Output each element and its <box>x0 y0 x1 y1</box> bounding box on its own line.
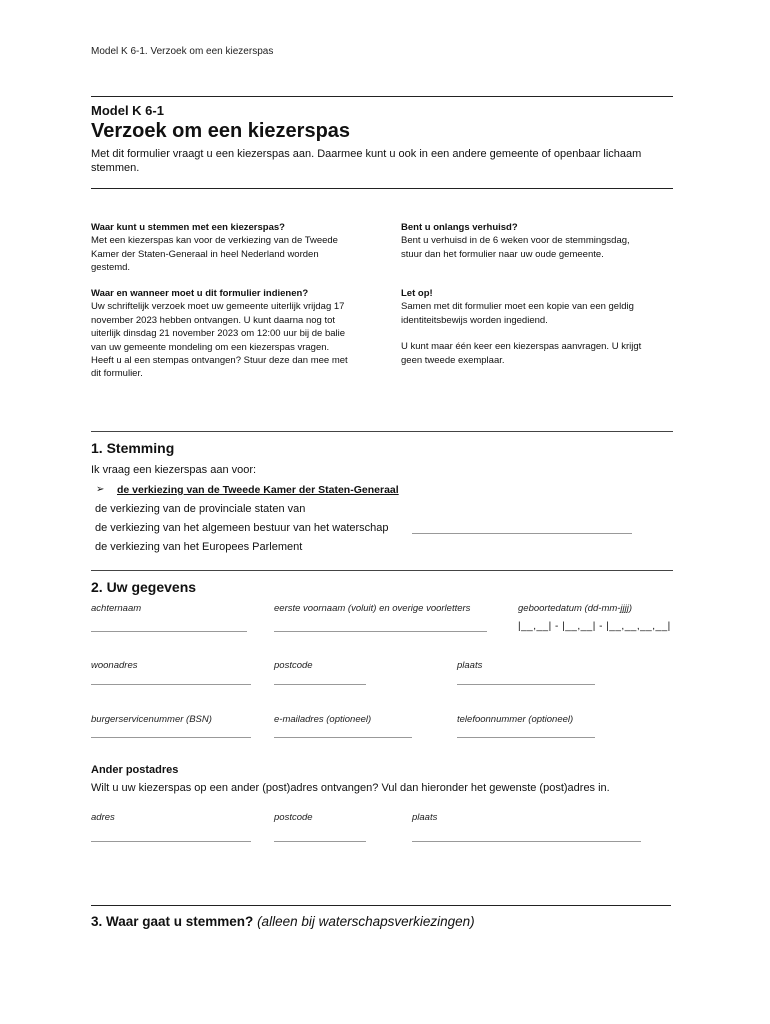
waterschap-name-field[interactable] <box>412 533 632 534</box>
page-title: Verzoek om een kiezerspas <box>91 120 351 142</box>
label-woonadres: woonadres <box>91 660 138 671</box>
model-label: Model K 6-1 <box>91 103 164 118</box>
section2-title: 2. Uw gegevens <box>91 579 197 595</box>
section2-rule <box>91 570 673 571</box>
label-geboortedatum: geboortedatum (dd-mm-jjjj) <box>518 603 633 614</box>
info-heading: Let op! <box>401 288 433 299</box>
ander-adres-field[interactable] <box>91 841 251 842</box>
info-heading: Bent u onlangs verhuisd? <box>401 222 518 233</box>
label-email: e-mailadres (optioneel) <box>274 714 372 725</box>
info-heading: Waar en wanneer moet u dit formulier indienen? <box>91 288 309 299</box>
section3-title-note: (alleen bij waterschapsverkiezingen) <box>257 914 475 929</box>
page-header: Model K 6-1. Verzoek om een kiezerspas <box>91 46 274 57</box>
voornaam-field[interactable] <box>274 631 487 632</box>
info-body: Samen met dit formulier moet een kopie van een geldig identiteitsbewijs worden ingediend. <box>401 301 634 326</box>
section3-title <box>91 914 475 929</box>
label-plaats: plaats <box>457 660 483 671</box>
intro-text: Met dit formulier vraagt u een kiezerspas aan. Daarmee kunt u ook in een andere gemeente of openbaar lichaam stemmen. <box>91 148 642 174</box>
arrow-bullet-icon: ➢ <box>96 484 105 495</box>
top-rule <box>91 96 673 97</box>
label-telefoon: telefoonnummer (optioneel) <box>457 714 574 725</box>
info-right-2 <box>401 287 651 367</box>
postcode-field[interactable] <box>274 684 366 685</box>
option-provinciale-staten[interactable]: de verkiezing van de provinciale staten van <box>95 503 306 515</box>
info-left-1 <box>91 221 353 275</box>
label-postcode: postcode <box>274 660 313 671</box>
section1-rule <box>91 431 673 432</box>
info-body: Uw schriftelijk verzoek moet uw gemeente uiterlijk vrijdag 17 november 2023 hebben ontvangen. U kunt daarna nog tot uiterlijk dinsdag 21 november 2023 om 12:00 uur bij de balie van uw gemeente mondeling om een kiezerspas vragen. <box>91 301 346 353</box>
email-field[interactable] <box>274 737 412 738</box>
woonadres-field[interactable] <box>91 684 251 685</box>
section3-title-text: 3. Waar gaat u stemmen? <box>91 914 254 929</box>
label-achternaam: achternaam <box>91 603 142 614</box>
info-body-extra: Heeft u al een stempas ontvangen? Stuur deze dan mee met dit formulier. <box>91 355 348 380</box>
ander-postadres-title: Ander postadres <box>91 764 179 776</box>
info-heading: Waar kunt u stemmen met een kiezerspas? <box>91 222 285 233</box>
label-ander-plaats: plaats <box>412 812 438 823</box>
ander-plaats-field[interactable] <box>412 841 641 842</box>
ander-postcode-field[interactable] <box>274 841 366 842</box>
plaats-field[interactable] <box>457 684 595 685</box>
telefoon-field[interactable] <box>457 737 595 738</box>
option-tweede-kamer[interactable]: de verkiezing van de Tweede Kamer der Staten-Generaal <box>117 484 399 496</box>
label-ander-adres: adres <box>91 812 115 823</box>
section3-rule <box>91 905 671 906</box>
label-ander-postcode: postcode <box>274 812 313 823</box>
info-body: Bent u verhuisd in de 6 weken voor de stemmingsdag, stuur dan het formulier naar uw oude gemeente. <box>401 235 630 260</box>
achternaam-field[interactable] <box>91 631 247 632</box>
geboortedatum-field[interactable]: |__,__| - |__,__| - |__,__,__,__| <box>518 621 671 632</box>
option-waterschap[interactable]: de verkiezing van het algemeen bestuur van het waterschap <box>95 522 389 534</box>
bsn-field[interactable] <box>91 737 251 738</box>
info-body-extra: U kunt maar één keer een kiezerspas aanvragen. U krijgt geen tweede exemplaar. <box>401 341 642 366</box>
info-right-1 <box>401 221 651 261</box>
ander-postadres-text: Wilt u uw kiezerspas op een ander (post)adres ontvangen? Vul dan hieronder het gewenste (post)adres in. <box>91 782 610 794</box>
info-body: Met een kiezerspas kan voor de verkiezing van de Tweede Kamer der Staten-Generaal in heel Nederland worden gestemd. <box>91 235 338 274</box>
label-bsn: burgerservicenummer (BSN) <box>91 714 212 725</box>
section1-title: 1. Stemming <box>91 440 175 456</box>
intro-rule <box>91 188 673 189</box>
label-voornaam: eerste voornaam (voluit) en overige voorletters <box>274 603 471 614</box>
option-europees-parlement[interactable]: de verkiezing van het Europees Parlement <box>95 541 303 553</box>
section1-prompt: Ik vraag een kiezerspas aan voor: <box>91 464 257 476</box>
info-left-2 <box>91 287 353 381</box>
